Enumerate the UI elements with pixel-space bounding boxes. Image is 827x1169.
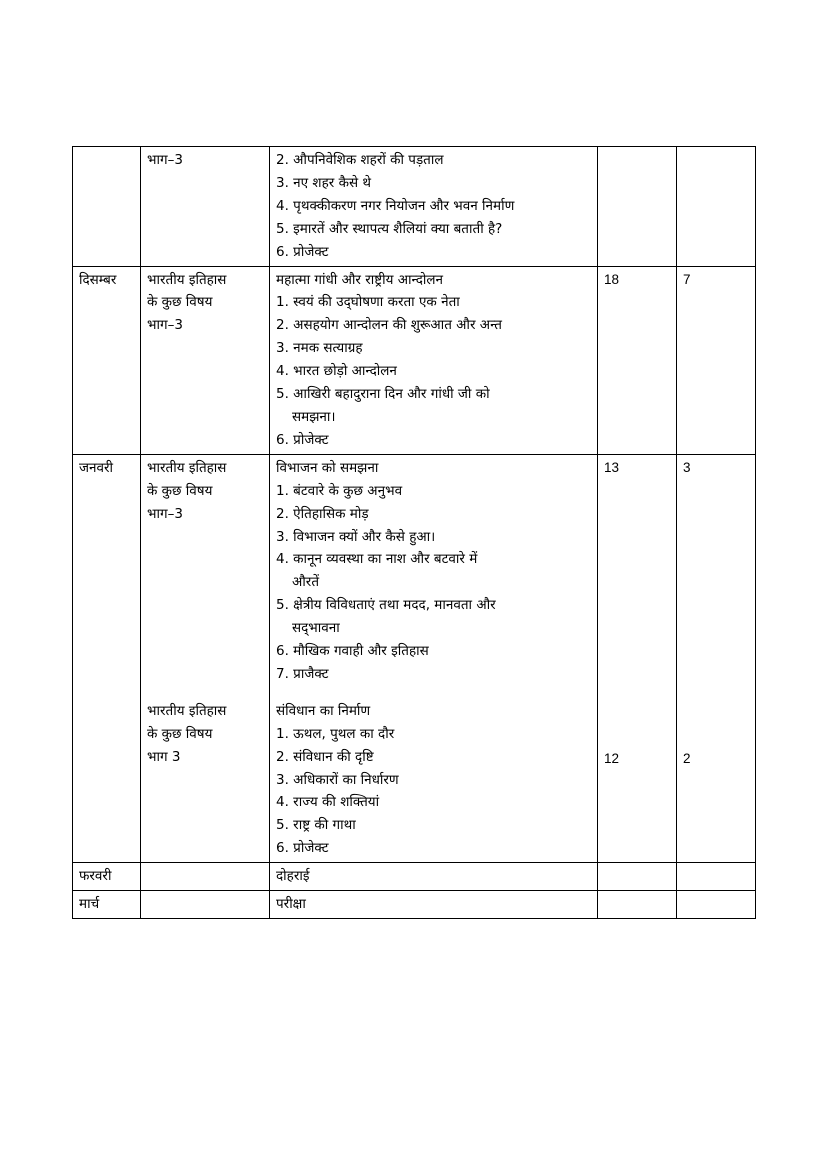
book-cell	[141, 147, 270, 267]
marks-cell	[677, 147, 756, 267]
topic-cell	[270, 454, 598, 862]
topic-line: 5. आखिरी बहादुराना दिन और गांधी जी को	[276, 386, 490, 403]
topic-line-continued: समझना।	[292, 408, 336, 425]
table-row	[73, 266, 756, 454]
topic-line: 4. भारत छोड़ो आन्दोलन	[276, 363, 397, 380]
marks-cell	[677, 891, 756, 919]
book-line: भाग–3	[147, 317, 183, 334]
topic-line: 4. राज्य की शक्तियां	[276, 794, 380, 811]
book-cell	[141, 891, 270, 919]
topic-line: 4. पृथक्कीकरण नगर नियोजन और भवन निर्माण	[276, 197, 515, 214]
topic-line: 6. प्रोजेक्ट	[276, 243, 329, 260]
topic-line-continued: सद्‌भावना	[292, 620, 340, 637]
topic-cell	[270, 147, 598, 267]
book-line: के कुछ विषय	[147, 725, 213, 742]
periods-value: 12	[604, 750, 620, 766]
periods-cell: 18	[598, 266, 677, 454]
marks-value: 2	[683, 750, 691, 766]
topic-cell	[270, 266, 598, 454]
topic-line: 3. नए शहर कैसे थे	[276, 174, 371, 191]
table-row	[73, 147, 756, 267]
periods-cell	[598, 863, 677, 891]
topic-line: 1. बंटवारे के कुछ अनुभव	[276, 482, 403, 499]
topic-line: 3. विभाजन क्यों और कैसे हुआ।	[276, 528, 436, 545]
marks-value: 3	[683, 459, 691, 475]
topic-line: 6. प्रोजेक्ट	[276, 431, 329, 448]
book-line: भाग–3	[147, 152, 183, 168]
book-cell	[141, 266, 270, 454]
table-row	[73, 891, 756, 919]
marks-cell	[677, 863, 756, 891]
book-line: भारतीय इतिहास	[147, 271, 227, 288]
periods-value: 13	[604, 459, 620, 475]
month-cell: दिसम्बर	[73, 266, 141, 454]
book-line: के कुछ विषय	[147, 294, 213, 311]
topic-cell: दोहराई	[270, 863, 598, 891]
syllabus-table	[72, 146, 756, 919]
topic-line: 2. संविधान की दृष्टि	[276, 748, 374, 765]
topic-line: 4. कानून व्यवस्था का नाश और बटवारे में	[276, 551, 478, 568]
topic-cell: परीक्षा	[270, 891, 598, 919]
marks-cell: 7	[677, 266, 756, 454]
periods-cell	[598, 147, 677, 267]
book-line: भाग 3	[147, 748, 181, 765]
table-row	[73, 454, 756, 862]
topic-line: 2. असहयोग आन्दोलन की शुरूआत और अन्त	[276, 317, 502, 334]
topic-line: 6. प्रोजेक्ट	[276, 840, 329, 857]
month-cell: मार्च	[73, 891, 141, 919]
chapter-title: विभाजन को समझना	[276, 459, 379, 476]
month-cell: फरवरी	[73, 863, 141, 891]
topic-line: 6. मौखिक गवाही और इतिहास	[276, 643, 429, 660]
topic-line: 2. ऐतिहासिक मोड़	[276, 505, 369, 522]
topic-line: 5. इमारतें और स्थापत्य शैलियां क्या बताती है?	[276, 220, 503, 237]
topic-line: 1. स्वयं की उद्‌घोषणा करता एक नेता	[276, 294, 460, 311]
topic-line: 5. क्षेत्रीय विविधताएं तथा मदद, मानवता और	[276, 597, 496, 614]
topic-line-continued: औरतें	[292, 574, 320, 591]
topic-line: 3. अधिकारों का निर्धारण	[276, 771, 399, 788]
periods-cell	[598, 454, 677, 862]
book-line: भारतीय इतिहास	[147, 702, 227, 719]
topic-line: 7. प्राजैक्ट	[276, 665, 329, 682]
month-cell: जनवरी	[73, 454, 141, 862]
marks-cell	[677, 454, 756, 862]
chapter-title: संविधान का निर्माण	[276, 702, 371, 719]
periods-cell	[598, 891, 677, 919]
table-row	[73, 863, 756, 891]
topic-line: 1. ऊथल, पुथल का दौर	[276, 725, 395, 742]
topic-line: 2. औपनिवेशिक शहरों की पड़ताल	[276, 152, 444, 168]
book-line: भाग–3	[147, 505, 183, 522]
chapter-title: महात्मा गांधी और राष्ट्रीय आन्दोलन	[276, 271, 444, 288]
topic-line: 3. नमक सत्याग्रह	[276, 340, 363, 357]
topic-line: 5. राष्ट्र की गाथा	[276, 817, 356, 834]
book-line: के कुछ विषय	[147, 482, 213, 499]
book-line: भारतीय इतिहास	[147, 459, 227, 476]
book-cell	[141, 454, 270, 862]
book-cell	[141, 863, 270, 891]
month-cell	[73, 147, 141, 267]
